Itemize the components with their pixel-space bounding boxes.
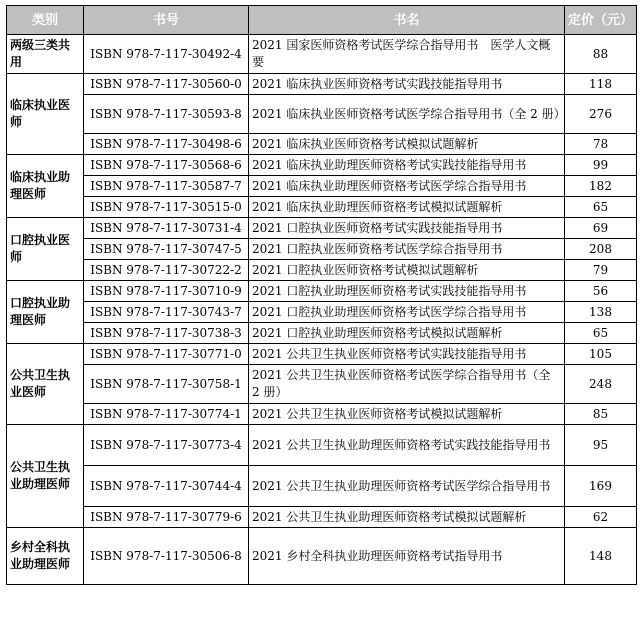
isbn-cell: ISBN 978-7-117-30731-4	[84, 218, 249, 239]
book-price-table	[6, 5, 637, 585]
table-row	[7, 134, 637, 155]
table-row	[7, 281, 637, 302]
title-cell: 2021 国家医师资格考试医学综合指导用书 医学人文概要	[249, 35, 565, 74]
table-row	[7, 344, 637, 365]
isbn-cell: ISBN 978-7-117-30779-6	[84, 507, 249, 528]
isbn-cell: ISBN 978-7-117-30515-0	[84, 197, 249, 218]
price-cell: 79	[565, 260, 637, 281]
price-cell: 85	[565, 404, 637, 425]
isbn-cell: ISBN 978-7-117-30744-4	[84, 466, 249, 507]
price-cell: 99	[565, 155, 637, 176]
price-cell: 65	[565, 197, 637, 218]
table-row	[7, 507, 637, 528]
table-row	[7, 528, 637, 585]
title-cell: 2021 公共卫生执业助理医师资格考试实践技能指导用书	[249, 425, 565, 466]
category-cell: 两级三类共用	[7, 35, 84, 74]
header-price: 定价（元）	[565, 6, 637, 35]
price-cell: 56	[565, 281, 637, 302]
title-cell: 2021 口腔执业医师资格考试模拟试题解析	[249, 260, 565, 281]
isbn-cell: ISBN 978-7-117-30747-5	[84, 239, 249, 260]
category-cell: 公共卫生执业助理医师	[7, 425, 84, 528]
price-cell: 65	[565, 323, 637, 344]
title-cell: 2021 公共卫生执业助理医师资格考试模拟试题解析	[249, 507, 565, 528]
header-isbn: 书号	[84, 6, 249, 35]
title-cell: 2021 临床执业医师资格考试实践技能指导用书	[249, 74, 565, 95]
title-cell: 2021 临床执业医师资格考试医学综合指导用书（全 2 册）	[249, 95, 565, 134]
title-cell: 2021 临床执业助理医师资格考试医学综合指导用书	[249, 176, 565, 197]
title-cell: 2021 临床执业医师资格考试模拟试题解析	[249, 134, 565, 155]
title-cell: 2021 口腔执业助理医师资格考试模拟试题解析	[249, 323, 565, 344]
price-cell: 169	[565, 466, 637, 507]
table-row	[7, 239, 637, 260]
price-cell: 95	[565, 425, 637, 466]
category-cell: 临床执业医师	[7, 74, 84, 155]
price-cell: 78	[565, 134, 637, 155]
title-cell: 2021 口腔执业医师资格考试医学综合指导用书	[249, 239, 565, 260]
table-row	[7, 74, 637, 95]
category-cell: 乡村全科执业助理医师	[7, 528, 84, 585]
isbn-cell: ISBN 978-7-117-30710-9	[84, 281, 249, 302]
isbn-cell: ISBN 978-7-117-30774-1	[84, 404, 249, 425]
table-row	[7, 155, 637, 176]
price-cell: 248	[565, 365, 637, 404]
title-cell: 2021 公共卫生执业医师资格考试模拟试题解析	[249, 404, 565, 425]
category-cell: 公共卫生执业医师	[7, 344, 84, 425]
category-cell: 临床执业助理医师	[7, 155, 84, 218]
table-row	[7, 323, 637, 344]
isbn-cell: ISBN 978-7-117-30773-4	[84, 425, 249, 466]
isbn-cell: ISBN 978-7-117-30587-7	[84, 176, 249, 197]
isbn-cell: ISBN 978-7-117-30560-0	[84, 74, 249, 95]
price-cell: 148	[565, 528, 637, 585]
table-row	[7, 302, 637, 323]
title-cell: 2021 口腔执业助理医师资格考试实践技能指导用书	[249, 281, 565, 302]
price-cell: 182	[565, 176, 637, 197]
title-cell: 2021 公共卫生执业医师资格考试医学综合指导用书（全 2 册）	[249, 365, 565, 404]
category-cell: 口腔执业医师	[7, 218, 84, 281]
isbn-cell: ISBN 978-7-117-30771-0	[84, 344, 249, 365]
table-row	[7, 260, 637, 281]
header-title: 书名	[249, 6, 565, 35]
title-cell: 2021 乡村全科执业助理医师资格考试指导用书	[249, 528, 565, 585]
table-row	[7, 425, 637, 466]
table-row	[7, 404, 637, 425]
isbn-cell: ISBN 978-7-117-30568-6	[84, 155, 249, 176]
price-cell: 62	[565, 507, 637, 528]
isbn-cell: ISBN 978-7-117-30492-4	[84, 35, 249, 74]
isbn-cell: ISBN 978-7-117-30758-1	[84, 365, 249, 404]
isbn-cell: ISBN 978-7-117-30498-6	[84, 134, 249, 155]
table-row	[7, 35, 637, 74]
category-cell: 口腔执业助理医师	[7, 281, 84, 344]
table-row	[7, 95, 637, 134]
isbn-cell: ISBN 978-7-117-30722-2	[84, 260, 249, 281]
header-category: 类别	[7, 6, 84, 35]
table-row	[7, 197, 637, 218]
isbn-cell: ISBN 978-7-117-30738-3	[84, 323, 249, 344]
price-cell: 118	[565, 74, 637, 95]
price-cell: 69	[565, 218, 637, 239]
table-row	[7, 176, 637, 197]
title-cell: 2021 临床执业助理医师资格考试实践技能指导用书	[249, 155, 565, 176]
title-cell: 2021 公共卫生执业助理医师资格考试医学综合指导用书	[249, 466, 565, 507]
isbn-cell: ISBN 978-7-117-30593-8	[84, 95, 249, 134]
isbn-cell: ISBN 978-7-117-30506-8	[84, 528, 249, 585]
price-cell: 88	[565, 35, 637, 74]
price-cell: 105	[565, 344, 637, 365]
title-cell: 2021 临床执业助理医师资格考试模拟试题解析	[249, 197, 565, 218]
price-cell: 138	[565, 302, 637, 323]
title-cell: 2021 公共卫生执业医师资格考试实践技能指导用书	[249, 344, 565, 365]
title-cell: 2021 口腔执业助理医师资格考试医学综合指导用书	[249, 302, 565, 323]
price-cell: 208	[565, 239, 637, 260]
table-row	[7, 218, 637, 239]
price-cell: 276	[565, 95, 637, 134]
header-row	[7, 6, 637, 35]
title-cell: 2021 口腔执业医师资格考试实践技能指导用书	[249, 218, 565, 239]
table-row	[7, 466, 637, 507]
isbn-cell: ISBN 978-7-117-30743-7	[84, 302, 249, 323]
table-row	[7, 365, 637, 404]
